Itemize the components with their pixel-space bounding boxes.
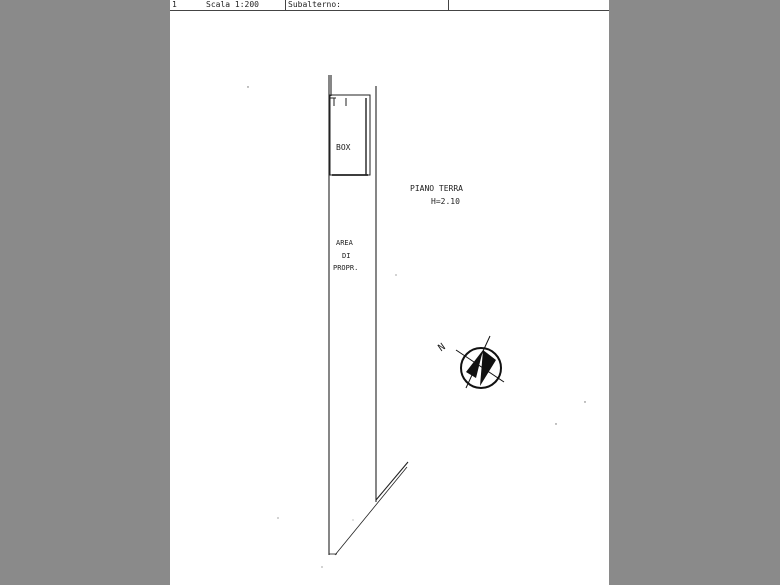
floor-plan-drawing: [170, 0, 609, 585]
north-arrow: [436, 336, 504, 388]
box-room: [330, 95, 370, 175]
strip-diagonal-edge-outer: [335, 467, 407, 555]
scan-specks: [247, 86, 585, 567]
subalterno-field: Subalterno:: [288, 0, 341, 9]
plan-sheet: [170, 0, 609, 585]
compass-pointer: [466, 350, 483, 378]
floor-label: PIANO TERRA: [410, 184, 463, 193]
area-label-line1: AREA: [336, 239, 353, 247]
area-label-line3: PROPR.: [333, 264, 359, 272]
north-label: N: [436, 341, 448, 355]
scale-label: Scala 1:200: [206, 0, 259, 9]
box-label: BOX: [336, 143, 351, 152]
compass-pointer: [480, 350, 496, 386]
height-label: H=2.10: [431, 197, 460, 206]
area-label-line2: DI: [342, 252, 351, 260]
strip-diagonal-edge: [376, 462, 408, 500]
box-outline: [330, 95, 370, 175]
sheet-number: 1: [172, 0, 177, 9]
